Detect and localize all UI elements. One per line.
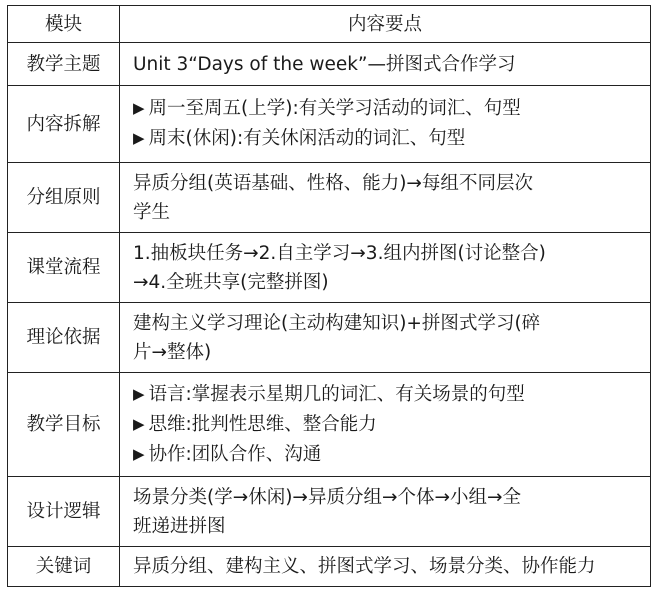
row-content bbox=[120, 233, 651, 303]
content-line: 异质分组(英语基础、性格、能力)→每组不同层次 bbox=[133, 172, 533, 194]
row-label: 关键词 bbox=[8, 547, 120, 587]
row-content bbox=[120, 163, 651, 233]
row-content bbox=[120, 303, 651, 373]
row-label: 设计逻辑 bbox=[8, 477, 120, 547]
table-row bbox=[8, 233, 651, 303]
header-module: 模块 bbox=[8, 6, 120, 43]
content-line: 场景分类(学→休闲)→异质分组→个体→小组→全 bbox=[133, 486, 521, 508]
content-line: 学生 bbox=[133, 201, 171, 223]
content-line: 语言:掌握表示星期几的词汇、有关场景的句型 bbox=[148, 383, 525, 405]
content-table bbox=[7, 5, 651, 587]
row-content bbox=[120, 373, 651, 477]
content-line: 1.抽板块任务→2.自主学习→3.组内拼图(讨论整合) bbox=[133, 242, 546, 264]
content-line: Unit 3“Days of the week”—拼图式合作学习 bbox=[133, 53, 516, 75]
content-line: 思维:批判性思维、整合能力 bbox=[148, 413, 377, 435]
content-line: 建构主义学习理论(主动构建知识)+拼图式学习(碎 bbox=[133, 312, 541, 334]
row-content bbox=[120, 477, 651, 547]
bullet-icon: ▶ bbox=[133, 129, 145, 147]
header-row bbox=[8, 6, 651, 43]
content-line: 周末(休闲):有关休闲活动的词汇、句型 bbox=[148, 128, 466, 149]
content-line: 片→整体) bbox=[133, 341, 212, 363]
header-points: 内容要点 bbox=[120, 6, 651, 43]
table-row bbox=[8, 373, 651, 477]
table-row bbox=[8, 547, 651, 587]
table-row bbox=[8, 303, 651, 373]
bullet-icon: ▶ bbox=[133, 414, 145, 433]
bullet-icon: ▶ bbox=[133, 384, 145, 403]
row-label: 内容拆解 bbox=[8, 86, 120, 163]
row-label: 教学目标 bbox=[8, 373, 120, 477]
row-label: 分组原则 bbox=[8, 163, 120, 233]
row-label: 课堂流程 bbox=[8, 233, 120, 303]
table-row bbox=[8, 86, 651, 163]
row-content bbox=[120, 43, 651, 86]
row-content bbox=[120, 547, 651, 587]
row-label: 教学主题 bbox=[8, 43, 120, 86]
table-row bbox=[8, 43, 651, 86]
bullet-icon: ▶ bbox=[133, 99, 145, 117]
content-line: 异质分组、建构主义、拼图式学习、场景分类、协作能力 bbox=[133, 556, 596, 577]
table-row bbox=[8, 477, 651, 547]
row-label: 理论依据 bbox=[8, 303, 120, 373]
bullet-icon: ▶ bbox=[133, 444, 145, 463]
content-line: 班递进拼图 bbox=[133, 515, 226, 537]
table-row bbox=[8, 163, 651, 233]
content-line: 周一至周五(上学):有关学习活动的词汇、句型 bbox=[148, 98, 521, 119]
content-line: 协作:团队合作、沟通 bbox=[148, 443, 322, 465]
content-line: →4.全班共享(完整拼图) bbox=[133, 271, 329, 293]
row-content bbox=[120, 86, 651, 163]
